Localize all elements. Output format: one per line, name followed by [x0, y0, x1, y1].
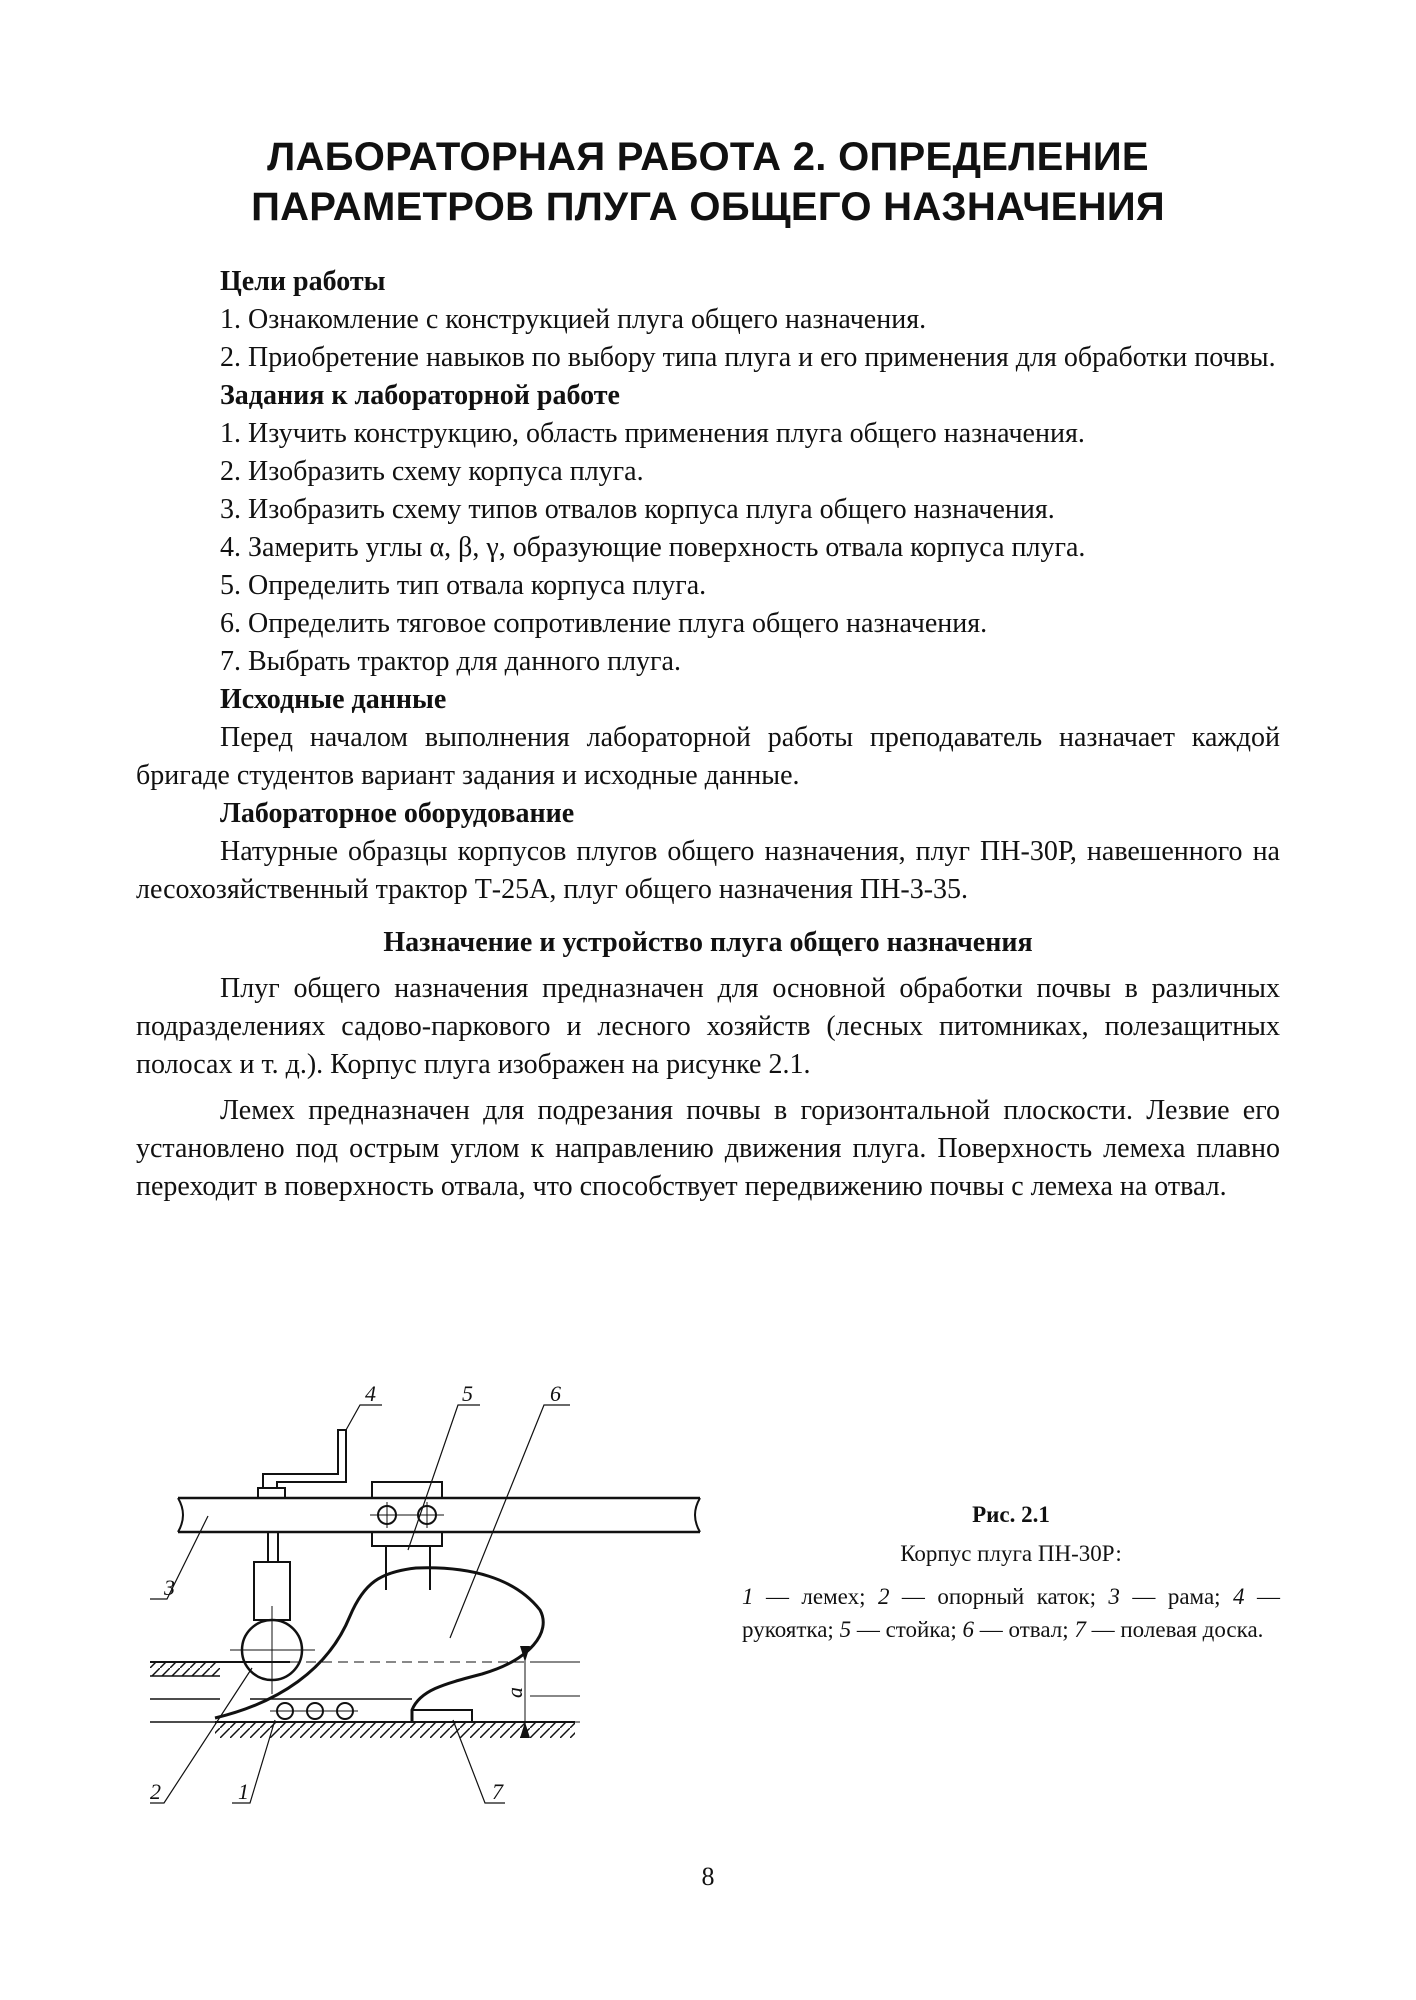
figure-label-1: 1: [238, 1779, 249, 1804]
legend-num: 2: [877, 1584, 890, 1609]
handle: [263, 1430, 346, 1488]
plough-body-figure: [150, 1378, 730, 1834]
initial-data-text: Перед началом выполнения лабораторной работы преподаватель назначает каждой бригаде студентов вариант задания и исходные данные.: [136, 722, 1280, 791]
plough-drawing: [150, 1378, 730, 1834]
equipment-text: Натурные образцы корпусов плугов общего назначения, плуг ПН-30Р, навешенного на лесохозяйственный трактор Т-25А, плуг общего назначения ПН-3-35.: [136, 836, 1280, 905]
task-item: 5. Определить тип отвала корпуса плуга.: [220, 570, 707, 601]
legend-num: 1: [742, 1584, 754, 1609]
legend-text: — стойка;: [851, 1617, 963, 1642]
handle-base: [258, 1488, 285, 1498]
title-line-2: ПАРАМЕТРОВ ПЛУГА ОБЩЕГО НАЗНАЧЕНИЯ: [251, 185, 1165, 229]
tasks-heading: Задания к лабораторной работе: [220, 380, 620, 411]
task-item: 1. Изучить конструкцию, область применения плуга общего назначения.: [220, 418, 1085, 449]
initial-data-heading: Исходные данные: [220, 684, 447, 715]
figure-label-4: 4: [365, 1381, 376, 1406]
goals-heading: Цели работы: [220, 266, 386, 297]
figure-caption: [742, 1498, 1280, 1646]
task-item: 7. Выбрать трактор для данного плуга.: [220, 646, 681, 677]
legend-text: — рукоятка;: [742, 1584, 1280, 1642]
caption-name: Корпус плуга ПН-30Р:: [900, 1541, 1122, 1566]
figure-label-6: 6: [550, 1381, 561, 1406]
bolt-axes: [370, 1502, 444, 1528]
legend-text: — опорный каток;: [889, 1584, 1109, 1609]
share-lines: [150, 1699, 220, 1722]
legend-num: 5: [839, 1617, 852, 1642]
page-title: [130, 132, 1286, 232]
wheel-axes: [230, 1606, 315, 1694]
dimension-label-a: a: [502, 1687, 527, 1698]
figure-label-3: 3: [164, 1575, 175, 1600]
leader-6: [450, 1405, 570, 1638]
title-line-1: ЛАБОРАТОРНАЯ РАБОТА 2. ОПРЕДЕЛЕНИЕ: [267, 135, 1149, 179]
legend-text: — отвал;: [974, 1617, 1075, 1642]
clamp-bottom: [372, 1532, 442, 1546]
leader-5: [408, 1405, 480, 1550]
page-number: 8: [701, 1862, 715, 1891]
leader-4: [346, 1405, 382, 1430]
goal-item: 1. Ознакомление с конструкцией плуга общего назначения.: [220, 304, 927, 335]
task-item: 3. Изобразить схему типов отвалов корпуса плуга общего назначения.: [220, 494, 1055, 525]
section-paragraph: Лемех предназначен для подрезания почвы в горизонтальной плоскости. Лезвие его установлено под острым углом к направлению движения плуга. Поверхность лемеха плавно переходит в поверхность отвала, что способствует передвижению почвы с лемеха на отвал.: [136, 1095, 1280, 1202]
task-item: 4. Замерить углы α, β, γ, образующие поверхность отвала корпуса плуга.: [220, 532, 1086, 563]
section-paragraph: Плуг общего назначения предназначен для основной обработки почвы в различных подразделениях садово-паркового и лесного хозяйств (лесных питомниках, полезащитных полосах и т. д.). Корпус плуга изображен на рисунке 2.1.: [136, 973, 1280, 1080]
section-heading: Назначение и устройство плуга общего назначения: [383, 927, 1033, 958]
task-item: 6. Определить тяговое сопротивление плуга общего назначения.: [220, 608, 988, 639]
goal-item: 2. Приобретение навыков по выбору типа плуга и его применения для обработки почвы.: [220, 342, 1276, 373]
legend-num: 6: [962, 1617, 975, 1642]
figure-label-7: 7: [492, 1779, 503, 1804]
caption-legend: [742, 1580, 1280, 1646]
figure-label-2: 2: [150, 1779, 161, 1804]
equipment-heading: Лабораторное оборудование: [220, 798, 575, 829]
clamp-top: [372, 1482, 442, 1498]
legend-num: 3: [1108, 1584, 1120, 1609]
legend-text: — лемех;: [753, 1584, 878, 1609]
task-item: 2. Изобразить схему корпуса плуга.: [220, 456, 644, 487]
figure-label-5: 5: [462, 1381, 473, 1406]
legend-num: 4: [1233, 1584, 1245, 1609]
body-text: [136, 263, 1280, 1206]
landside: [412, 1710, 472, 1722]
wheel-stem: [268, 1532, 278, 1562]
caption-title: Рис. 2.1: [972, 1502, 1050, 1527]
ground-hatch: [150, 1662, 220, 1676]
dimension-lines: [530, 1662, 580, 1722]
legend-text: — рама;: [1119, 1584, 1234, 1609]
legend-num: 7: [1074, 1617, 1086, 1642]
legend-text: — полевая доска.: [1085, 1617, 1264, 1642]
